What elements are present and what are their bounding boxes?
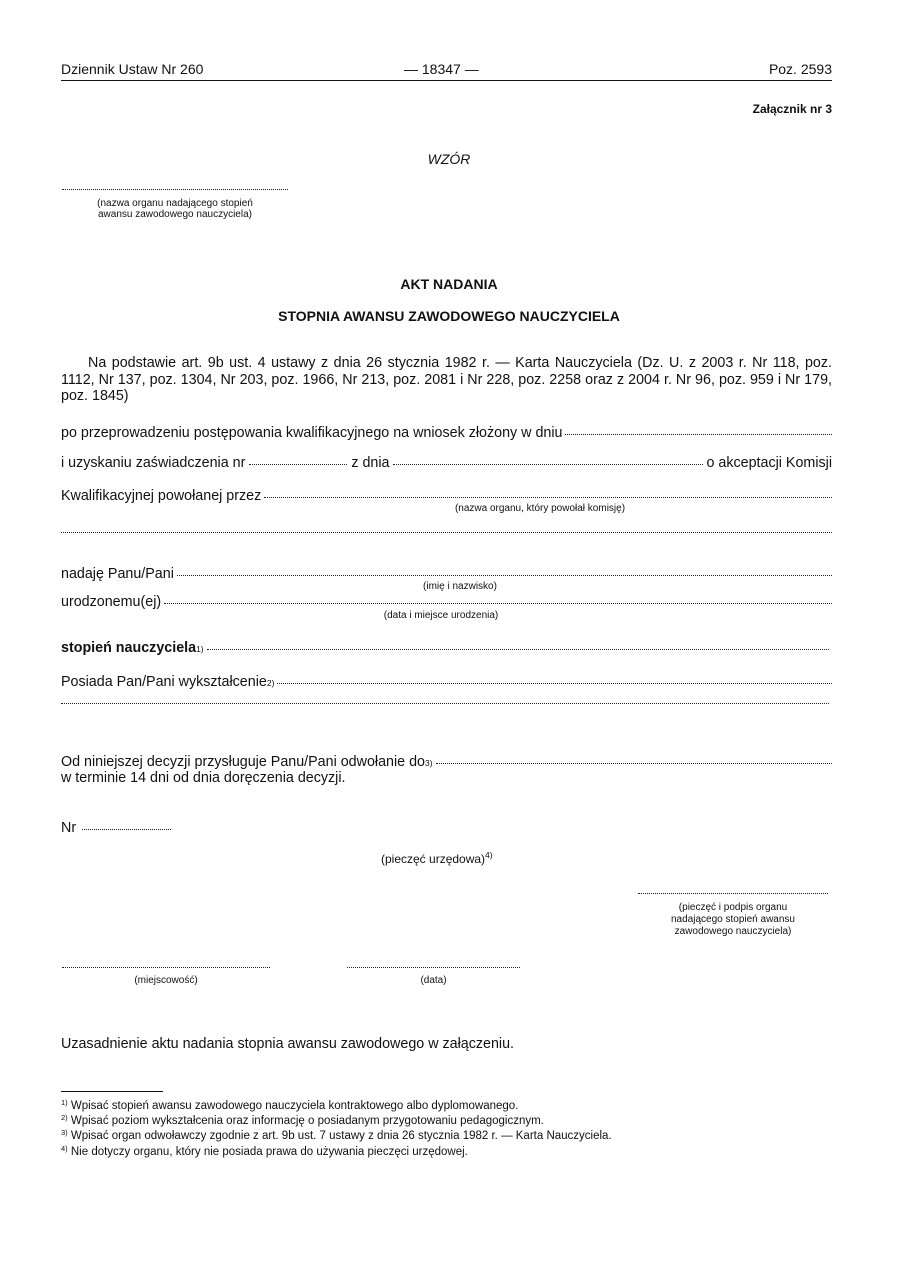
footnote-3 (61, 1130, 612, 1142)
journal-title: Dziennik Ustaw Nr 260 (61, 61, 204, 77)
certificate-label: i uzyskaniu zaświadczenia nr (61, 455, 246, 471)
date-field[interactable] (347, 967, 520, 968)
footnote-3-text: Wpisać organ odwoławczy zgodnie z art. 9b ust. 7 ustawy z dnia 26 stycznia 1982 r. — Karta Nauczyciela. (70, 1130, 612, 1142)
grant-label: nadaję Panu/Pani (61, 566, 174, 582)
footnote-4 (61, 1146, 468, 1158)
education-field-2[interactable] (61, 703, 829, 704)
education-line: Posiada Pan/Pani wykształcenie 2) (61, 674, 832, 690)
footnote-1-text: Wpisać stopień awansu zawodowego nauczyciela kontraktowego albo dyplomowanego. (70, 1100, 519, 1112)
number-field[interactable] (82, 829, 171, 830)
birth-field[interactable] (164, 603, 832, 604)
issuer-field[interactable] (62, 189, 288, 190)
number-label: Nr (61, 820, 77, 836)
footnote-4-text: Nie dotyczy organu, który nie posiada prawa do używania pieczęci urzędowej. (70, 1146, 468, 1158)
appeal-label: Od niniejszej decyzji przysługuje Panu/Pani odwołanie do (61, 754, 425, 770)
position-number: Poz. 2593 (768, 61, 832, 77)
commission-extra-line (61, 534, 832, 535)
annex-label: Załącznik nr 3 (752, 102, 832, 116)
signature-field[interactable] (638, 893, 828, 894)
certificate-number-field[interactable] (249, 464, 347, 465)
degree-line: stopień nauczyciela 1) (61, 640, 829, 656)
commission-organ-field-2[interactable] (61, 532, 832, 533)
footnote-2-text: Wpisać poziom wykształcenia oraz informację o posiadanym przygotowaniu pedagogicznym. (70, 1115, 544, 1127)
signature-caption: (pieczęć i podpis organu nadającego stopień awansu zawodowego nauczyciela) (671, 902, 795, 937)
footnote-1 (61, 1100, 518, 1112)
certificate-date-field[interactable] (393, 464, 704, 465)
degree-label: stopień nauczyciela (61, 640, 197, 656)
education-label: Posiada Pan/Pani wykształcenie (61, 674, 267, 690)
template-label: WZÓR (427, 151, 471, 167)
name-caption: (imię i nazwisko) (423, 581, 497, 592)
issuer-caption: (nazwa organu nadającego stopień awansu zawodowego nauczyciela) (97, 198, 253, 220)
certificate-line (61, 455, 832, 471)
place-field[interactable] (62, 967, 270, 968)
commission-caption: (nazwa organu, który powołał komisję) (454, 503, 626, 514)
document-title: AKT NADANIA (400, 276, 498, 292)
date-caption: (data) (420, 975, 447, 986)
number-line (61, 820, 171, 836)
seal-label: (pieczęć urzędowa) (381, 852, 486, 866)
procedure-line (61, 425, 832, 441)
appeal-organ-field[interactable] (436, 763, 832, 764)
appeal-line: Od niniejszej decyzji przysługuje Panu/Pani odwołanie do 3) (61, 754, 832, 770)
birth-line (61, 594, 832, 610)
footnote-1-ref: 1) (61, 1098, 68, 1107)
place-caption: (miejscowość) (134, 975, 198, 986)
page-number: — 18347 — (404, 61, 479, 77)
seal-footnote-ref: 4) (485, 850, 493, 860)
footnote-rule (61, 1091, 163, 1092)
grant-line (61, 566, 832, 582)
application-date-field[interactable] (565, 434, 832, 435)
document-subtitle: STOPNIA AWANSU ZAWODOWEGO NAUCZYCIELA (278, 308, 620, 324)
legal-basis: Na podstawie art. 9b ust. 4 ustawy z dnia 26 stycznia 1982 r. — Karta Nauczyciela (Dz. U. z 2003 r. Nr 118, poz. 1112, Nr 137, poz. 1304, Nr 203, poz. 1966, Nr 213, poz. 2081 i Nr 228, poz. 2258 oraz z 2004 r. Nr 96, poz. 959 i Nr 179, poz. 1845) (61, 355, 832, 404)
education-field[interactable] (277, 683, 832, 684)
education-extra-line (61, 705, 829, 706)
commission-line (61, 488, 832, 504)
footnote-2-ref: 2) (61, 1113, 68, 1122)
footnote-3-ref: 3) (61, 1128, 68, 1137)
justification-note: Uzasadnienie aktu nadania stopnia awansu zawodowego w załączeniu. (61, 1036, 515, 1052)
commission-appointed-label: Kwalifikacyjnej powołanej przez (61, 488, 262, 504)
birth-caption: (data i miejsce urodzenia) (383, 610, 499, 621)
degree-field[interactable] (207, 649, 829, 650)
commission-label: o akceptacji Komisji (706, 455, 832, 471)
appeal-term: w terminie 14 dni od dnia doręczenia decyzji. (61, 770, 346, 786)
birth-label: urodzonemu(ej) (61, 594, 162, 610)
commission-organ-field[interactable] (264, 497, 832, 498)
footnote-4-ref: 4) (61, 1144, 68, 1153)
teacher-name-field[interactable] (177, 575, 832, 576)
certificate-date-label: z dnia (351, 455, 390, 471)
seal-caption (381, 852, 493, 866)
procedure-label: po przeprowadzeniu postępowania kwalifikacyjnego na wniosek złożony w dniu (61, 425, 563, 441)
header-rule (61, 80, 832, 81)
footnote-2 (61, 1115, 544, 1127)
